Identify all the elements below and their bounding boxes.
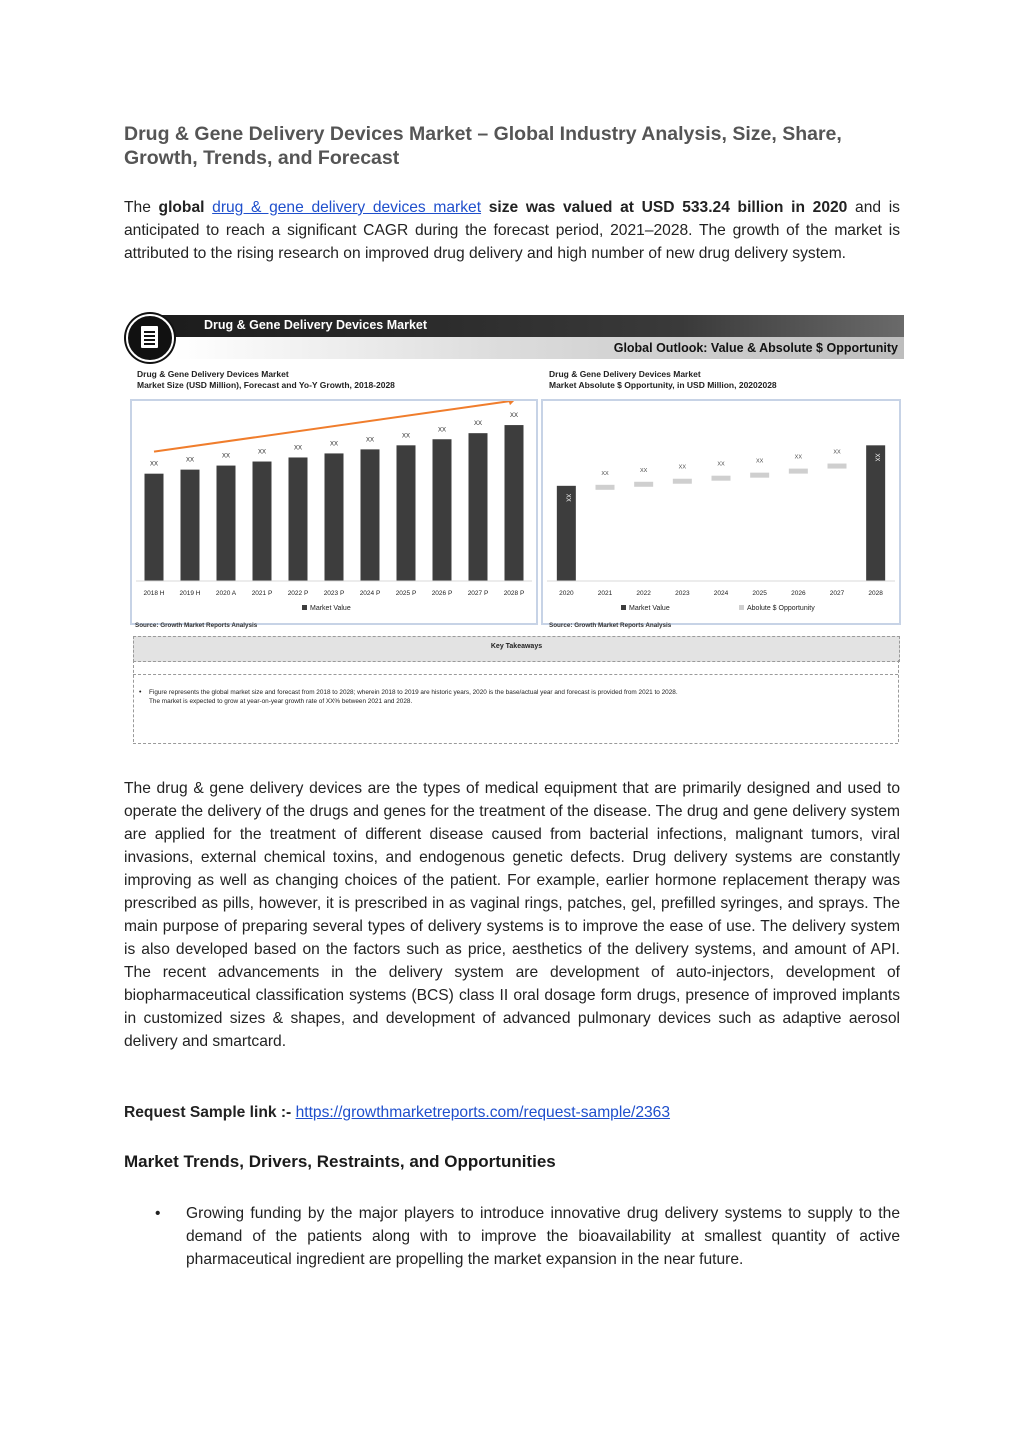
intro-rest: and is anticipated to reach a significant CAGR during the forecast period, 2021–2028. The growth of the market is attributed to the rising research on improved drug delivery and high number of new drug delivery system. bbox=[124, 199, 900, 262]
document-logo-icon bbox=[126, 314, 174, 362]
bar-data-label: XX bbox=[564, 493, 571, 502]
x-tick-label: 2027 P bbox=[467, 590, 489, 597]
body-paragraph: The drug & gene delivery devices are the types of medical equipment that are primarily designed and used to operate the delivery of the drugs and genes for the treatment of the disease. The drug and gene delivery system are applied for the treatment of different disease caused from bacterial infections, malignant tumors, viral invasions, external chemical toxins, and endogenous genetic defects. Drug delivery systems are constantly improving as well as changing choices of the patient. For example, earlier hormone replacement therapy was prescribed as pills, however, it is prescribed in as vaginal rings, patches, gel, prefilled syringes, and sprays. The main purpose of preparing several types of delivery systems is to improve the ease of use. The delivery system is also developed based on the factors such as price, aesthetics of the delivery systems, and amount of API. The recent advancements in the delivery system are development of auto-injectors, development of biopharmaceutical classification systems (BCS) class II oral dosage form drugs, presence of improved implants in customized sizes & shapes, and development of advanced pulmonary devices such as adaptive aerosol delivery and smartcard. bbox=[124, 780, 900, 1050]
bar-data-label: XX bbox=[293, 445, 303, 452]
bullet-marker: • bbox=[155, 1205, 161, 1222]
section-heading: Market Trends, Drivers, Restraints, and Opportunities bbox=[124, 1152, 556, 1171]
market-size-chart bbox=[132, 401, 536, 623]
chart-bar bbox=[217, 466, 236, 581]
bar-data-label: XX bbox=[473, 421, 483, 428]
intro-global: global bbox=[158, 199, 205, 216]
opportunity-bar bbox=[750, 473, 769, 478]
left-chart-panel bbox=[130, 399, 538, 625]
x-tick-label: 2025 bbox=[752, 590, 767, 597]
x-tick-label: 2020 bbox=[559, 590, 574, 597]
legend-swatch bbox=[621, 605, 626, 610]
bar-data-label: XX bbox=[755, 458, 764, 465]
right-panel-title-line2: Market Absolute $ Opportunity, in USD Million, 20202028 bbox=[549, 380, 777, 390]
bullet-text: Growing funding by the major players to introduce innovative drug delivery systems to supply to the demand of the patients along with to improve the bioavailability at smallest quantity of active pharmaceutical ingredient are propelling the market expansion in the near future. bbox=[186, 1205, 900, 1268]
bar-data-label: XX bbox=[717, 461, 725, 468]
request-sample-line bbox=[124, 1101, 670, 1124]
header-subbar bbox=[174, 337, 904, 359]
source-left: Source: Growth Market Reports Analysis bbox=[135, 622, 258, 629]
absolute-opportunity-chart bbox=[543, 401, 899, 623]
bar-data-label: XX bbox=[639, 467, 648, 474]
opportunity-bar bbox=[634, 482, 653, 487]
bar-data-label: XX bbox=[401, 433, 411, 440]
takeaway-line-2: The market is expected to grow at year-on-year growth rate of XX% between 2021 and 2028. bbox=[149, 698, 413, 705]
bar-data-label: XX bbox=[221, 453, 231, 460]
chart-bar bbox=[325, 453, 344, 581]
request-sample-link[interactable]: https://growthmarketreports.com/request-sample/2363 bbox=[295, 1104, 671, 1121]
x-tick-label: 2024 bbox=[713, 590, 729, 597]
x-tick-label: 2025 P bbox=[395, 590, 417, 597]
takeaway-bullet-icon: • bbox=[139, 689, 142, 696]
chart-bar bbox=[505, 425, 524, 581]
x-tick-label: 2024 P bbox=[359, 590, 381, 597]
x-tick-label: 2023 P bbox=[323, 590, 345, 597]
intro-the: The bbox=[124, 199, 151, 216]
opportunity-bar bbox=[673, 479, 692, 484]
bar-data-label: XX bbox=[437, 427, 447, 434]
left-panel-title bbox=[137, 369, 395, 391]
infographic bbox=[124, 313, 904, 748]
x-tick-label: 2023 bbox=[675, 590, 690, 597]
bar-data-label: XX bbox=[149, 461, 159, 468]
legend-swatch bbox=[739, 605, 744, 610]
x-tick-label: 2020 A bbox=[215, 590, 237, 597]
chart-bar bbox=[469, 433, 488, 581]
legend-label: Abolute $ Opportunity bbox=[747, 605, 815, 612]
x-tick-label: 2019 H bbox=[179, 590, 201, 597]
bar-data-label: XX bbox=[365, 437, 375, 444]
bar-data-label: XX bbox=[601, 470, 609, 477]
legend-label: Market Value bbox=[310, 605, 351, 612]
bar-data-label: XX bbox=[185, 457, 195, 464]
opportunity-bar bbox=[712, 476, 731, 481]
chart-bar bbox=[433, 439, 452, 581]
takeaway-line-1: Figure represents the global market size and forecast from 2018 to 2028; wherein 2018 to 2019 are historic years, 2020 is the base/actual year and forecast is provided from 2021 to 2028. bbox=[149, 689, 678, 696]
request-label: Request Sample link :- bbox=[124, 1104, 292, 1121]
x-tick-label: 2027 bbox=[829, 590, 845, 597]
chart-bar bbox=[397, 445, 416, 581]
x-tick-label: 2022 P bbox=[287, 590, 309, 597]
x-tick-label: 2028 bbox=[868, 590, 883, 597]
chart-bar bbox=[289, 457, 308, 581]
bar-data-label: XX bbox=[833, 449, 841, 456]
document-icon bbox=[141, 326, 158, 348]
bar-data-label: XX bbox=[509, 413, 519, 420]
key-takeaways-bar bbox=[133, 636, 900, 662]
key-takeaways-body bbox=[133, 674, 898, 744]
chart-bar bbox=[361, 449, 380, 581]
infographic-subtitle: Global Outlook: Value & Absolute $ Opportunity bbox=[613, 341, 898, 355]
x-tick-label: 2028 P bbox=[503, 590, 525, 597]
chart-bar bbox=[145, 474, 164, 581]
market-link[interactable]: drug & gene delivery devices market bbox=[212, 199, 482, 216]
opportunity-bar bbox=[789, 469, 808, 474]
bar-data-label: XX bbox=[678, 464, 687, 471]
right-panel-title-line1: Drug & Gene Delivery Devices Market bbox=[549, 369, 701, 379]
intro-paragraph bbox=[124, 196, 900, 265]
left-panel-title-line1: Drug & Gene Delivery Devices Market bbox=[137, 369, 289, 379]
divider bbox=[898, 660, 899, 742]
x-tick-label: 2021 bbox=[597, 590, 613, 597]
x-tick-label: 2026 P bbox=[431, 590, 453, 597]
x-tick-label: 2021 P bbox=[251, 590, 273, 597]
chart-bar bbox=[866, 445, 885, 581]
right-chart-panel bbox=[541, 399, 901, 625]
x-tick-label: 2026 bbox=[791, 590, 806, 597]
opportunity-bar bbox=[596, 485, 615, 490]
source-right: Source: Growth Market Reports Analysis bbox=[549, 622, 672, 629]
left-panel-title-line2: Market Size (USD Million), Forecast and Yo-Y Growth, 2018-2028 bbox=[137, 380, 395, 390]
page-title: Drug & Gene Delivery Devices Market – Global Industry Analysis, Size, Share, Growth, Trends, and Forecast bbox=[124, 123, 842, 169]
bar-data-label: XX bbox=[329, 441, 339, 448]
legend-swatch bbox=[302, 605, 307, 610]
header-bar bbox=[162, 315, 904, 337]
bar-data-label: XX bbox=[794, 454, 803, 461]
key-takeaways-label: Key Takeaways bbox=[490, 643, 543, 650]
list-item bbox=[124, 1202, 900, 1271]
x-tick-label: 2022 bbox=[636, 590, 651, 597]
x-tick-label: 2018 H bbox=[143, 590, 165, 597]
infographic-title: Drug & Gene Delivery Devices Market bbox=[204, 318, 428, 332]
infographic-header bbox=[124, 313, 904, 361]
legend-label: Market Value bbox=[629, 605, 670, 612]
opportunity-bar bbox=[828, 464, 847, 469]
bar-data-label: XX bbox=[873, 453, 880, 462]
intro-bold-value: size was valued at USD 533.24 billion in 2020 bbox=[488, 199, 848, 216]
bullet-list bbox=[124, 1202, 900, 1271]
bar-data-label: XX bbox=[257, 449, 267, 456]
chart-bar bbox=[181, 470, 200, 581]
right-panel-title bbox=[549, 369, 777, 391]
chart-bar bbox=[253, 462, 272, 581]
